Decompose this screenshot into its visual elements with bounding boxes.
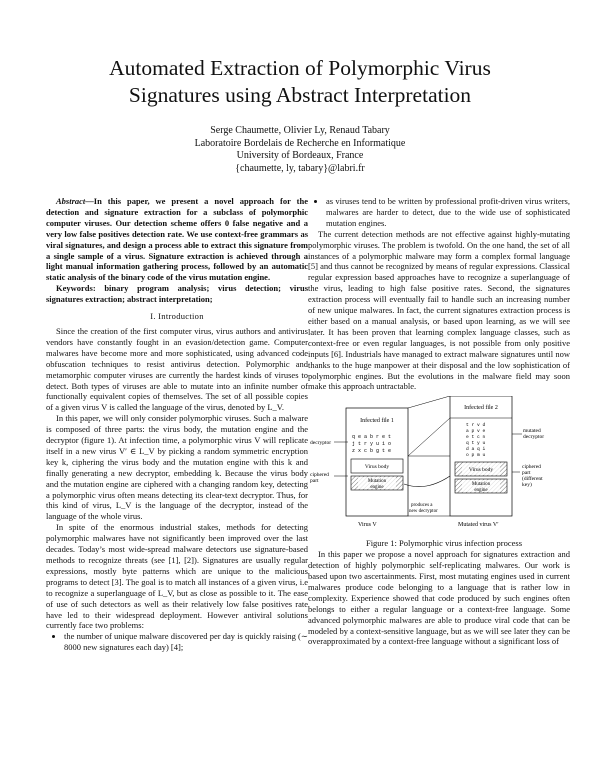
infection-diagram bbox=[308, 396, 570, 534]
section-heading-introduction: I. Introduction bbox=[150, 311, 204, 322]
affiliation: Laboratoire Bordelais de Recherche en Informatique bbox=[194, 137, 406, 149]
produces-label: produces a bbox=[411, 503, 433, 509]
code2-line-5: d a q i bbox=[466, 447, 486, 453]
figure-caption: Figure 1: Polymorphic virus infection process bbox=[365, 538, 523, 549]
figure-1 bbox=[308, 396, 570, 534]
keywords: Keywords: binary program analysis; virus detection; virus signatures extraction; abstract interpretation; bbox=[46, 283, 308, 305]
abstract bbox=[46, 196, 308, 283]
virus-body-1-label: Virus body bbox=[364, 464, 390, 471]
title-line-1: Automated Extraction of Polymorphic Virus bbox=[109, 56, 491, 80]
mutation-engine-1-label: Mutation bbox=[367, 479, 387, 485]
svg-text:part: part bbox=[310, 478, 319, 485]
code2-line-3: e t c n bbox=[466, 435, 486, 441]
university: University of Bordeaux, France bbox=[236, 150, 364, 161]
code2-line-2: a p v e bbox=[466, 429, 486, 435]
code-line-3: z x c b g t e bbox=[352, 448, 392, 455]
svg-text:decryptor: decryptor bbox=[523, 434, 545, 441]
infected-file-2-label: Infected file 2 bbox=[464, 405, 498, 412]
intro-paragraph-1: Since the creation of the first computer virus, virus authors and antivirus vendors have constantly fought in an evasion/detection game. Computer malwares have become more and more sophisticated, using advanced code obfuscation techniques to resist antivirus detection. Polymorphic and metamorphic computer viruses are currently the hardest kinds of viruses to detect. Both types of viruses are able to mutate into an infinite number of functionally equivalent copies of themselves. The set of all possible copies of a given virus V is called the language of the virus, denoted by L_V. bbox=[46, 325, 308, 413]
code-line-2: j t r y u i o bbox=[352, 441, 392, 448]
code2-line-1: t r v d bbox=[466, 423, 486, 429]
email: {chaumette, ly, tabary}@labri.fr bbox=[235, 162, 365, 174]
ciphered-part-label: ciphered bbox=[310, 472, 329, 479]
svg-text:key): key) bbox=[522, 482, 532, 489]
problem-list-continued bbox=[308, 196, 570, 229]
svg-text:(different: (different bbox=[522, 476, 543, 483]
title-line-2: Signatures using Abstract Interpretation bbox=[128, 83, 472, 107]
code-line-1: q e a b r e t bbox=[352, 434, 392, 441]
mutation-engine-2-label: Mutation bbox=[471, 482, 491, 488]
abstract-text: —In this paper, we present a novel approach for the detection and signature extraction for a subclass of polymorphic computer viruses. Our detection scheme offers 0 false negative and a very low false positives detection rate. We use context-free grammars as viral signatures, and design a process able to extract this signature from a single sample of a virus. Signature extraction is achieved through a light manual information gathering process, followed by an automatic static analysis of the binary code of the virus mutation engine. bbox=[46, 196, 308, 283]
problem-list bbox=[46, 631, 308, 653]
svg-text:engine: engine bbox=[474, 488, 488, 494]
right-paragraph-2: In this paper we propose a novel approach for signatures extraction and detection of highly polymorphic self-replicating malwares. Our work is based upon two ascertainments. First, most mutating engines used in current malwares produce code belonging to a language that is rather low in complexity. Experience showed that code produced by such engines often belongs to either a regular language or a context-free language. Some advanced polymorphic malwares are able to produce viral code that can be modeled by a context-sensitive language, but as we will see later they can be overapproximated by a context-free language without a significant loss of bbox=[308, 549, 570, 647]
paper-title bbox=[40, 55, 560, 109]
author-block bbox=[40, 125, 560, 175]
virus-v-label: Virus V bbox=[358, 522, 377, 529]
right-paragraph-1: The current detection methods are not effective against highly-mutating polymorphic viruses. The problem is twofold. On the one hand, the set of all instances of a polymorphic malware may form a complex formal language [5] and thus cannot be recognized by means of regular expressions. Classical regular expression based approaches have to recognize a superlanguage of the virus, leading to high false positive rates. Second, the signatures extraction process will eventually fail to handle such an increasing number of new unique malwares. In fact, the current signatures extraction process is either based on a manual analysis, or based upon learning, as we will see later. It has been proven that learning complex language classes, such as context-free or even regular languages, is not possible from only positive inputs [6]. Industrials have managed to extract malware signatures until now thanks to the huge manpower at their disposal and the low sophistication of polymorphic engines. But the evolutions in the malware field may soon make this approach untractable. bbox=[308, 228, 570, 392]
svg-text:part: part bbox=[522, 470, 531, 477]
problem-item-1: • the number of unique malware discovered per day is quickly raising (∼ 8000 new signatures each day) [4]; bbox=[64, 631, 308, 653]
infected-file-1-label: Infected file 1 bbox=[360, 418, 394, 425]
left-column bbox=[46, 196, 308, 653]
ciphered-part-2-label: ciphered bbox=[522, 464, 541, 471]
abstract-label: Abstract bbox=[56, 196, 86, 206]
code2-line-4: q t y u bbox=[466, 441, 486, 447]
mutated-decryptor-label: mutated bbox=[523, 428, 541, 435]
intro-paragraph-2: In this paper, we will only consider polymorphic viruses. Such a malware is composed of three parts: the virus body, the mutation engine and the decryptor (figure 1). At infection time, a polymorphic virus V will replicate itself in a new virus V′ ∈ L_V by picking a random symmetric encryption key k, ciphering the virus body and the mutation engine with this k and finally generating a new decryptor, embedding k. Because the virus body and the mutation engine are ciphered with a changing random key, detecting a polymorphic virus often means detecting its clear-text decryptor. Thus, for this kind of virus, L_V is the language of the decryptor, instead of the language of the whole virus. bbox=[46, 413, 308, 522]
code2-line-6: o p m u bbox=[466, 453, 486, 459]
authors: Serge Chaumette, Olivier Ly, Renaud Tabary bbox=[210, 125, 390, 136]
mutated-virus-label: Mutated virus V′ bbox=[458, 522, 499, 529]
intro-paragraph-3: In spite of the enormous industrial stakes, methods for detecting polymorphic malwares have not significantly been improved over the last decades. Today’s most wide-spread malware detectors use signature-based methods to recognize threats (see [1], [2]). Signatures are usually regular expressions, mostly byte patterns which are unique to the malicious programs to detect [3]. The goal is to match all instances of a given virus, i.e to recognize a superlanguage of L_V, but as close as possible to it. The ease of use of such detectors as well as their relatively low false positives rate have led to their widespread deployment. However antiviral solutions currently face two problems: bbox=[46, 522, 308, 631]
problem-item-2: • as viruses tend to be written by professional profit-driven virus writers, malwares are harder to detect, due to the wide use of sophisticated mutation engines. bbox=[326, 196, 570, 229]
svg-text:engine: engine bbox=[370, 485, 384, 491]
svg-text:new decryptor: new decryptor bbox=[409, 509, 438, 515]
virus-body-2-label: Virus body bbox=[468, 467, 494, 474]
right-column bbox=[308, 196, 570, 647]
decryptor-label: decryptor bbox=[310, 440, 332, 447]
